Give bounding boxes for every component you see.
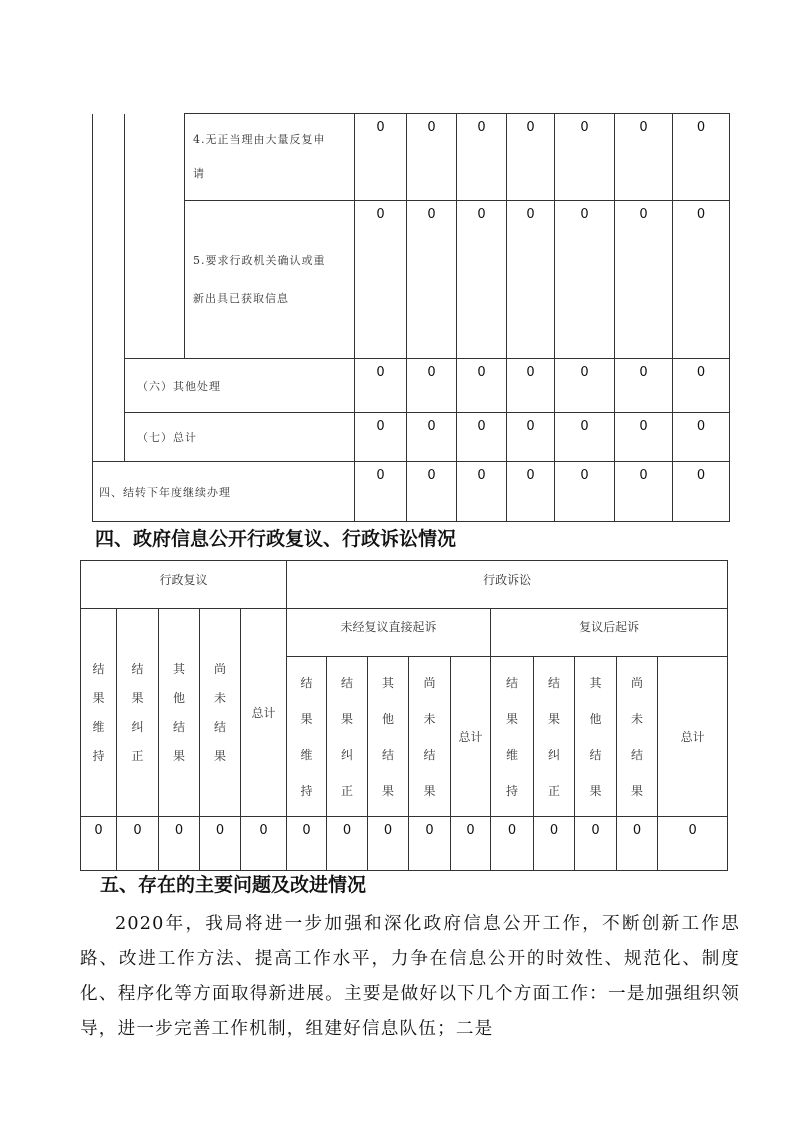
table-cell: 0 <box>241 817 287 871</box>
table-cell: 0 <box>355 114 407 201</box>
table-cell: 0 <box>615 114 673 201</box>
table-cell: 0 <box>355 201 407 359</box>
direct-col-corrected: 结果纠正 <box>327 657 368 817</box>
row-label: 5.要求行政机关确认或重新出具已获取信息 <box>185 201 355 359</box>
section-heading: 五、存在的主要问题及改进情况 <box>100 874 367 896</box>
admin-litigation-header: 行政诉讼 <box>287 561 728 609</box>
after-col-pending: 尚未结果 <box>617 657 658 817</box>
table-cell: 0 <box>507 114 555 201</box>
after-col-other: 其他结果 <box>575 657 617 817</box>
table-row <box>93 201 730 359</box>
table-cell: 0 <box>507 359 555 413</box>
inner-indent-cell <box>125 114 185 359</box>
disposal-table <box>92 113 730 522</box>
table-cell: 0 <box>615 413 673 462</box>
table-cell: 0 <box>673 462 730 522</box>
direct-col-total: 总计 <box>451 657 491 817</box>
table-cell: 0 <box>407 114 457 201</box>
after-col-corrected: 结果纠正 <box>534 657 575 817</box>
review-col-other: 其他结果 <box>159 609 200 817</box>
section-heading: 四、政府信息公开行政复议、行政诉讼情况 <box>95 528 457 550</box>
table-cell: 0 <box>355 413 407 462</box>
table-cell: 0 <box>407 413 457 462</box>
table-cell: 0 <box>117 817 159 871</box>
table-cell: 0 <box>673 201 730 359</box>
admin-review-header: 行政复议 <box>81 561 287 609</box>
review-col-corrected: 结果纠正 <box>117 609 159 817</box>
row-label: （七）总计 <box>125 413 355 462</box>
table-cell: 0 <box>555 462 615 522</box>
table-row <box>93 462 730 522</box>
table-row <box>93 114 730 201</box>
table-cell: 0 <box>327 817 368 871</box>
table-cell: 0 <box>407 462 457 522</box>
table-cell: 0 <box>615 201 673 359</box>
table-cell: 0 <box>81 817 117 871</box>
review-col-total: 总计 <box>241 609 287 817</box>
body-paragraph: 2020年，我局将进一步加强和深化政府信息公开工作，不断创新工作思路、改进工作方法、提高工作水平，力争在信息公开的时效性、规范化、制度化、程序化等方面取得新进展。主要是做好以下几个方面工作：一是加强组织领导，进一步完善工作机制，组建好信息队伍；二是 <box>80 914 740 1039</box>
row-label: 4.无正当理由大量反复申请 <box>185 114 355 201</box>
table-cell: 0 <box>355 462 407 522</box>
row-label: 四、结转下年度继续办理 <box>93 462 355 522</box>
direct-col-pending: 尚未结果 <box>409 657 451 817</box>
table-cell: 0 <box>355 359 407 413</box>
table-cell: 0 <box>457 114 507 201</box>
table-cell: 0 <box>507 201 555 359</box>
table-cell: 0 <box>673 114 730 201</box>
after-col-total: 总计 <box>658 657 728 817</box>
table-cell: 0 <box>673 359 730 413</box>
review-col-upheld: 结果维持 <box>81 609 117 817</box>
table-cell: 0 <box>615 462 673 522</box>
table-cell: 0 <box>407 201 457 359</box>
table-row <box>93 359 730 413</box>
table-row <box>93 413 730 462</box>
table-cell: 0 <box>507 462 555 522</box>
table-cell: 0 <box>555 359 615 413</box>
table-cell: 0 <box>555 413 615 462</box>
table-cell: 0 <box>673 413 730 462</box>
table-cell: 0 <box>555 114 615 201</box>
table-cell: 0 <box>457 462 507 522</box>
table-cell: 0 <box>534 817 575 871</box>
after-review-header: 复议后起诉 <box>491 609 728 657</box>
table-cell: 0 <box>457 413 507 462</box>
table-row <box>81 609 728 657</box>
table-row <box>81 561 728 609</box>
table-cell: 0 <box>491 817 534 871</box>
table-cell: 0 <box>617 817 658 871</box>
direct-col-other: 其他结果 <box>368 657 409 817</box>
table-cell: 0 <box>451 817 491 871</box>
table-cell: 0 <box>507 413 555 462</box>
table-cell: 0 <box>615 359 673 413</box>
outer-indent-cell <box>93 114 125 462</box>
row-label: （六）其他处理 <box>125 359 355 413</box>
after-col-upheld: 结果维持 <box>491 657 534 817</box>
table-cell: 0 <box>368 817 409 871</box>
review-litigation-table <box>80 560 728 871</box>
direct-col-upheld: 结果维持 <box>287 657 327 817</box>
table-cell: 0 <box>287 817 327 871</box>
review-col-pending: 尚未结果 <box>200 609 241 817</box>
direct-suit-header: 未经复议直接起诉 <box>287 609 491 657</box>
table-cell: 0 <box>200 817 241 871</box>
table-cell: 0 <box>575 817 617 871</box>
table-cell: 0 <box>555 201 615 359</box>
table-cell: 0 <box>407 359 457 413</box>
table-cell: 0 <box>457 359 507 413</box>
table-cell: 0 <box>457 201 507 359</box>
table-row <box>81 817 728 871</box>
table-cell: 0 <box>409 817 451 871</box>
table-cell: 0 <box>658 817 728 871</box>
table-cell: 0 <box>159 817 200 871</box>
